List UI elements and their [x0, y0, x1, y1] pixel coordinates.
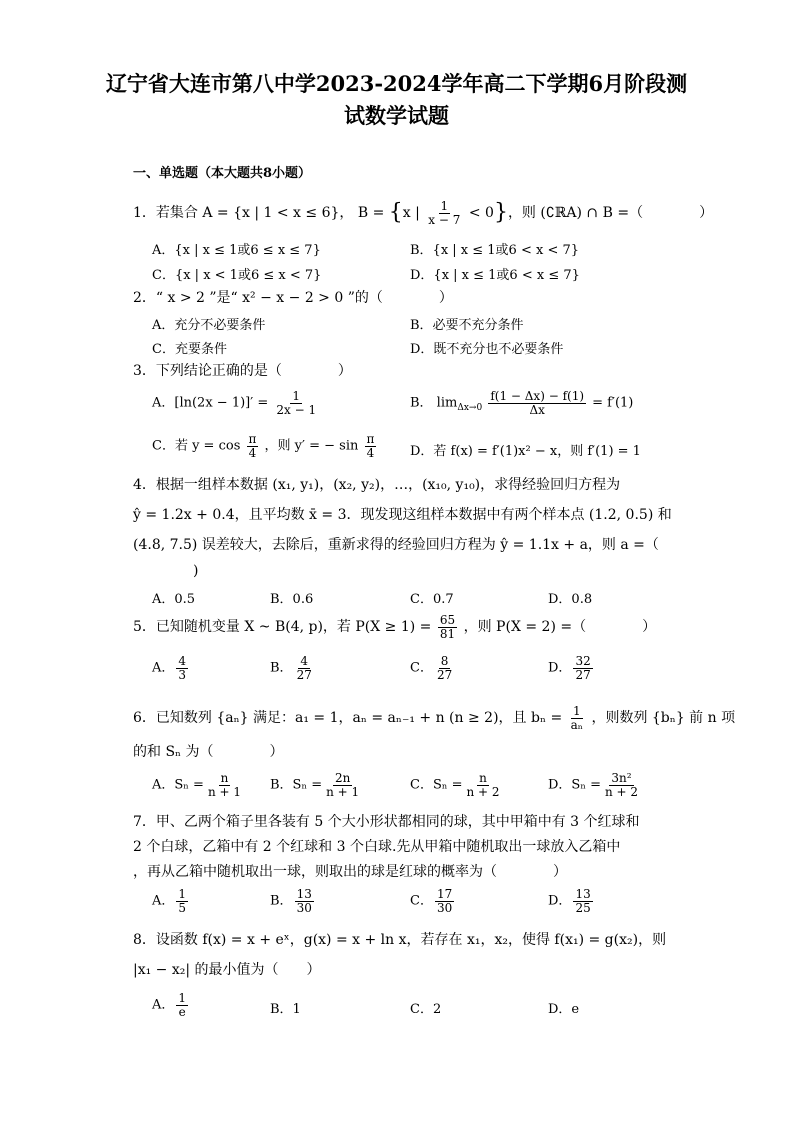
question-3-stem: 3．下列结论正确的是（ ） [133, 363, 352, 379]
q1-option-c[interactable]: C．{x | x < 1或6 ≤ x < 7} [152, 268, 322, 283]
q1-option-a[interactable]: A．{x | x ≤ 1或6 ≤ x ≤ 7} [152, 243, 321, 258]
question-2-stem: 2．“ x > 2 ”是“ x² − x − 2 > 0 ”的（ ） [133, 290, 453, 306]
q6-option-a[interactable]: A．Sₙ = $\frac{n}{n + 1}$ [152, 771, 241, 799]
q3-option-c[interactable]: C．若 y = cos $\frac{\pi}{4}$ ，则 y′ = − sin $\frac{\pi}{4}$ [152, 432, 375, 460]
q8-option-b[interactable]: B．1 [270, 1002, 301, 1017]
q1-fraction: $\frac{1}{x - 7}$ [428, 199, 461, 227]
question-6-line-1: 6．已知数列 {aₙ} 满足：a₁ = 1，aₙ = aₙ₋₁ + n (n ≥ 2)，且 bₙ = $\frac{1}{\text{aₙ}}$ ，则数列 {bₙ} 前 n 项 [133, 704, 736, 732]
question-7-line-2: 2 个白球，乙箱中有 2 个红球和 3 个白球.先从甲箱中随机取出一球放入乙箱中 [133, 839, 621, 855]
q4-option-a[interactable]: A．0.5 [152, 592, 196, 607]
page-title: 辽宁省大连市第八中学2023-2024学年高二下学期6月阶段测试数学试题 [105, 71, 688, 128]
q3-option-a[interactable]: A．[ln(2x − 1)]′ = $\frac{1}{2x - 1}$ [152, 389, 317, 417]
question-1-stem: 1．若集合 A = {x | 1 < x ≤ 6}， B = {x | $\frac{1}{x - 7}$ < 0}，则 (∁ℝA) ∩ B =（ ） [133, 199, 714, 227]
q7-option-b[interactable]: B． $\frac{13}{30}$ [270, 887, 312, 915]
q3-option-b[interactable]: B． $\lim_{\Delta x\to 0}$ $\frac{f(1 - \Delta x) - f(1)}{\Delta x}$ = f′(1) [410, 389, 634, 417]
question-8-line-1: 8．设函数 f(x) = x + eˣ，g(x) = x + ln x，若存在 x₁，x₂，使得 f(x₁) = g(x₂)，则 [133, 932, 667, 948]
q2-option-d[interactable]: D．既不充分也不必要条件 [410, 342, 564, 357]
q5-option-d[interactable]: D． $\frac{32}{27}$ [548, 654, 591, 682]
q7-option-d[interactable]: D． $\frac{13}{25}$ [548, 887, 591, 915]
question-4-line-2: ŷ = 1.2x + 0.4，且平均数 x̄ = 3．现发现这组样本数据中有两个样本点 (1.2, 0.5) 和 [133, 507, 672, 523]
q2-option-c[interactable]: C．充要条件 [152, 342, 227, 357]
q5-option-c[interactable]: C． $\frac{8}{27}$ [410, 654, 453, 682]
q5-option-b[interactable]: B． $\frac{4}{27}$ [270, 654, 312, 682]
section-heading: 一、单选题（本大题共8小题） [133, 166, 312, 181]
q1-option-d[interactable]: D．{x | x ≤ 1或6 < x ≤ 7} [410, 268, 580, 283]
q1-option-b[interactable]: B．{x | x ≤ 1或6 < x < 7} [410, 243, 580, 258]
question-5-stem: 5．已知随机变量 X ~ B(4, p)，若 P(X ≥ 1) = $\frac{65}{81}$ ，则 P(X = 2) =（ ） [133, 613, 657, 641]
question-4-line-4: ) [193, 563, 199, 579]
question-4-line-1: 4．根据一组样本数据 (x₁, y₁)，(x₂, y₂)，…，(x₁₀, y₁₀)，求得经验回归方程为 [133, 477, 621, 493]
q2-option-a[interactable]: A．充分不必要条件 [152, 318, 266, 333]
q4-option-b[interactable]: B．0.6 [270, 592, 314, 607]
question-6-line-2: 的和 Sₙ 为（ ） [133, 744, 284, 760]
q3-option-d[interactable]: D．若 f(x) = f′(1)x² − x，则 f′(1) = 1 [410, 444, 641, 459]
q8-option-c[interactable]: C．2 [410, 1002, 442, 1017]
q4-option-c[interactable]: C．0.7 [410, 592, 454, 607]
q7-option-c[interactable]: C． $\frac{17}{30}$ [410, 887, 453, 915]
q8-option-a[interactable]: A． $\frac{1}{e}$ [152, 991, 187, 1019]
q7-option-a[interactable]: A． $\frac{1}{5}$ [152, 887, 187, 915]
q5-option-a[interactable]: A． $\frac{4}{3}$ [152, 654, 187, 682]
q8-option-d[interactable]: D．e [548, 1002, 580, 1017]
question-7-line-1: 7．甲、乙两个箱子里各装有 5 个大小形状都相同的球，其中甲箱中有 3 个红球和 [133, 814, 640, 830]
question-4-line-3: (4.8, 7.5) 误差较大，去除后，重新求得的经验回归方程为 ŷ = 1.1x + a，则 a =（ [133, 537, 659, 553]
q2-option-b[interactable]: B．必要不充分条件 [410, 318, 524, 333]
q4-option-d[interactable]: D．0.8 [548, 592, 593, 607]
q6-option-c[interactable]: C．Sₙ = $\frac{n}{n + 2}$ [410, 771, 500, 799]
q6-option-b[interactable]: B．Sₙ = $\frac{2n}{n + 1}$ [270, 771, 360, 799]
question-8-line-2: |x₁ − x₂| 的最小值为（ ） [133, 962, 321, 978]
question-7-line-3: ，再从乙箱中随机取出一球，则取出的球是红球的概率为（ ） [133, 864, 567, 880]
q6-option-d[interactable]: D．Sₙ = $\frac{\text{3n²}}{n + 2}$ [548, 771, 639, 799]
